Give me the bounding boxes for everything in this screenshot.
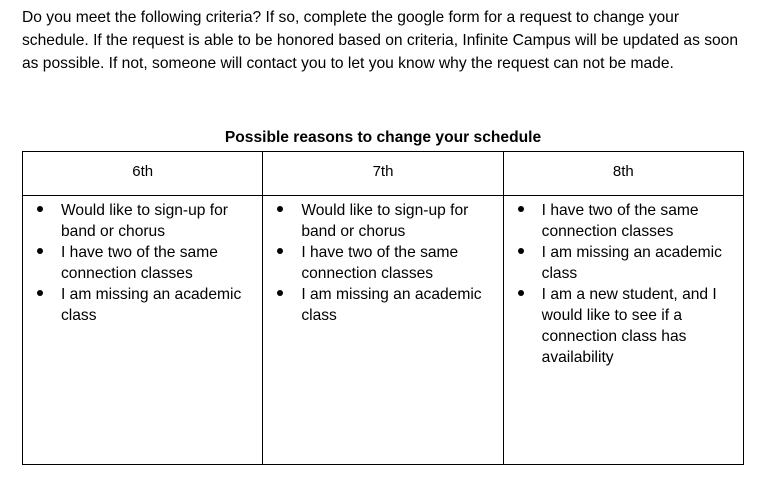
reason-list-8th [504, 196, 743, 368]
header-6th: 6th [23, 152, 263, 196]
bullet-icon [35, 242, 45, 263]
bullet-icon [275, 284, 285, 305]
list-item [542, 200, 735, 242]
bullet-icon [516, 242, 526, 263]
reason-list-6th [23, 196, 262, 326]
bullet-icon [35, 200, 45, 221]
bullet-icon [35, 284, 45, 305]
table-header-row [23, 152, 744, 196]
table-body-row [23, 196, 744, 465]
reason-text: I am missing an academic class [61, 286, 242, 324]
reason-list-7th [263, 196, 502, 326]
reason-text: Would like to sign-up for band or chorus [301, 202, 469, 240]
bullet-icon [516, 284, 526, 305]
list-item [61, 242, 254, 284]
cell-6th [23, 196, 263, 465]
reason-text: I have two of the same connection classes [61, 244, 218, 282]
list-item [301, 284, 494, 326]
bullet-icon [275, 200, 285, 221]
reason-text: I am missing an academic class [301, 286, 482, 324]
cell-7th [263, 196, 503, 465]
list-item [61, 200, 254, 242]
reason-text: I am a new student, and I would like to see if a connection class has availability [541, 286, 717, 366]
intro-paragraph: Do you meet the following criteria? If so, complete the google form for a request to change your schedule. If the request is able to be honored based on criteria, Infinite Campus will be updated as soon as possible. If not, someone will contact you to let you know why the request can not be made. [22, 9, 739, 72]
reason-text: I have two of the same connection classes [301, 244, 459, 282]
reason-text: Would like to sign-up for band or chorus [61, 202, 228, 240]
list-item [542, 242, 735, 284]
list-item [301, 242, 494, 284]
bullet-icon [516, 200, 526, 221]
table-title: Possible reasons to change your schedule [224, 129, 542, 146]
bullet-icon [275, 242, 285, 263]
list-item [542, 284, 735, 368]
cell-8th [503, 196, 743, 465]
list-item [301, 200, 494, 242]
list-item [61, 284, 254, 326]
reasons-table [22, 151, 744, 465]
reason-text: I am missing an academic class [541, 244, 722, 282]
header-8th: 8th [503, 152, 743, 196]
header-7th: 7th [263, 152, 503, 196]
reason-text: I have two of the same connection classes [541, 202, 699, 240]
